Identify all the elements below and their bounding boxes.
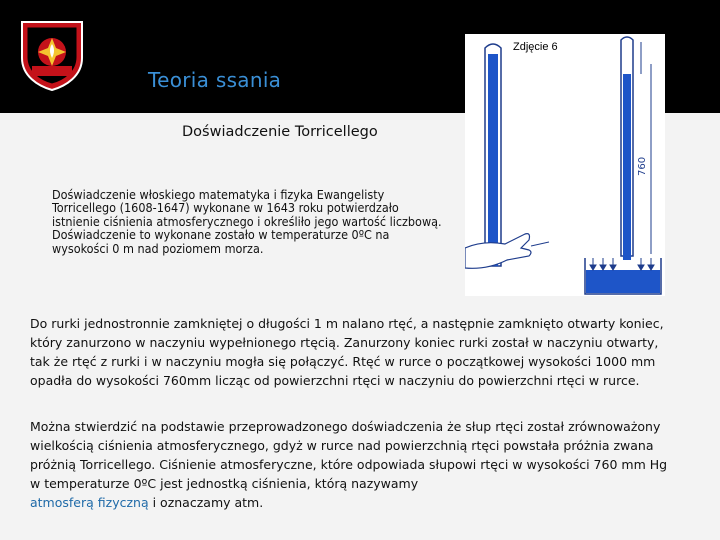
slide-title: Teoria ssania — [148, 68, 282, 92]
torricelli-photo — [465, 34, 665, 296]
fire-brigade-logo-icon — [18, 18, 86, 92]
physical-atmosphere-term: atmosferą fizyczną — [30, 495, 149, 510]
photo-caption: Zdjęcie 6 — [513, 41, 558, 53]
paragraph-2-text: Można stwierdzić na podstawie przeprowadzonego doświadczenia że słup rtęci został zrównoważony wielkością ciśnienia atmosferycznego, gdyż w rurce nad powierzchnią rtęci powstała próżnia zwana próżnią Torricellego. Ciśnienie atmosferyczne, które odpowiada słupowi rtęci w wysokości 760 mm Hg w temperaturze 0ºC jest jednostką ciśnienia, którą nazywamy — [30, 419, 668, 491]
torricelli-apparatus-illustration — [465, 34, 665, 296]
intro-paragraph: Doświadczenie włoskiego matematyka i fizyka Ewangelisty Torricellego (1608-1647) wykonane w 1643 roku potwierdzało istnienie ciśnienia atmosferycznego i określiło jego wartość liczbową. Doświadczenie to wykonane zostało w temperaturze 0ºC na wysokości 0 m nad poziomem morza. — [52, 187, 442, 256]
body-paragraph-1: Do rurki jednostronnie zamkniętej o długości 1 m nalano rtęć, a następnie zamknięto otwarty koniec, który zanurzono w naczyniu wypełnionego rtęcią. Zanurzony koniec rurki został w naczyniu otwarty, tak że rtęć z rurki i w naczyniu mogła się połączyć. Rtęć w rurce o początkowej wysokości 1000 mm opadła do wysokości 760mm licząc od powierzchni rtęci w naczyniu do powierzchni rtęci w rurce. — [30, 316, 664, 388]
paragraph-2-end: i oznaczamy atm. — [152, 495, 264, 510]
scale-label: 760 — [637, 156, 648, 176]
section-subtitle: Doświadczenie Torricellego — [182, 124, 378, 140]
body-paragraph-2 — [30, 417, 680, 512]
